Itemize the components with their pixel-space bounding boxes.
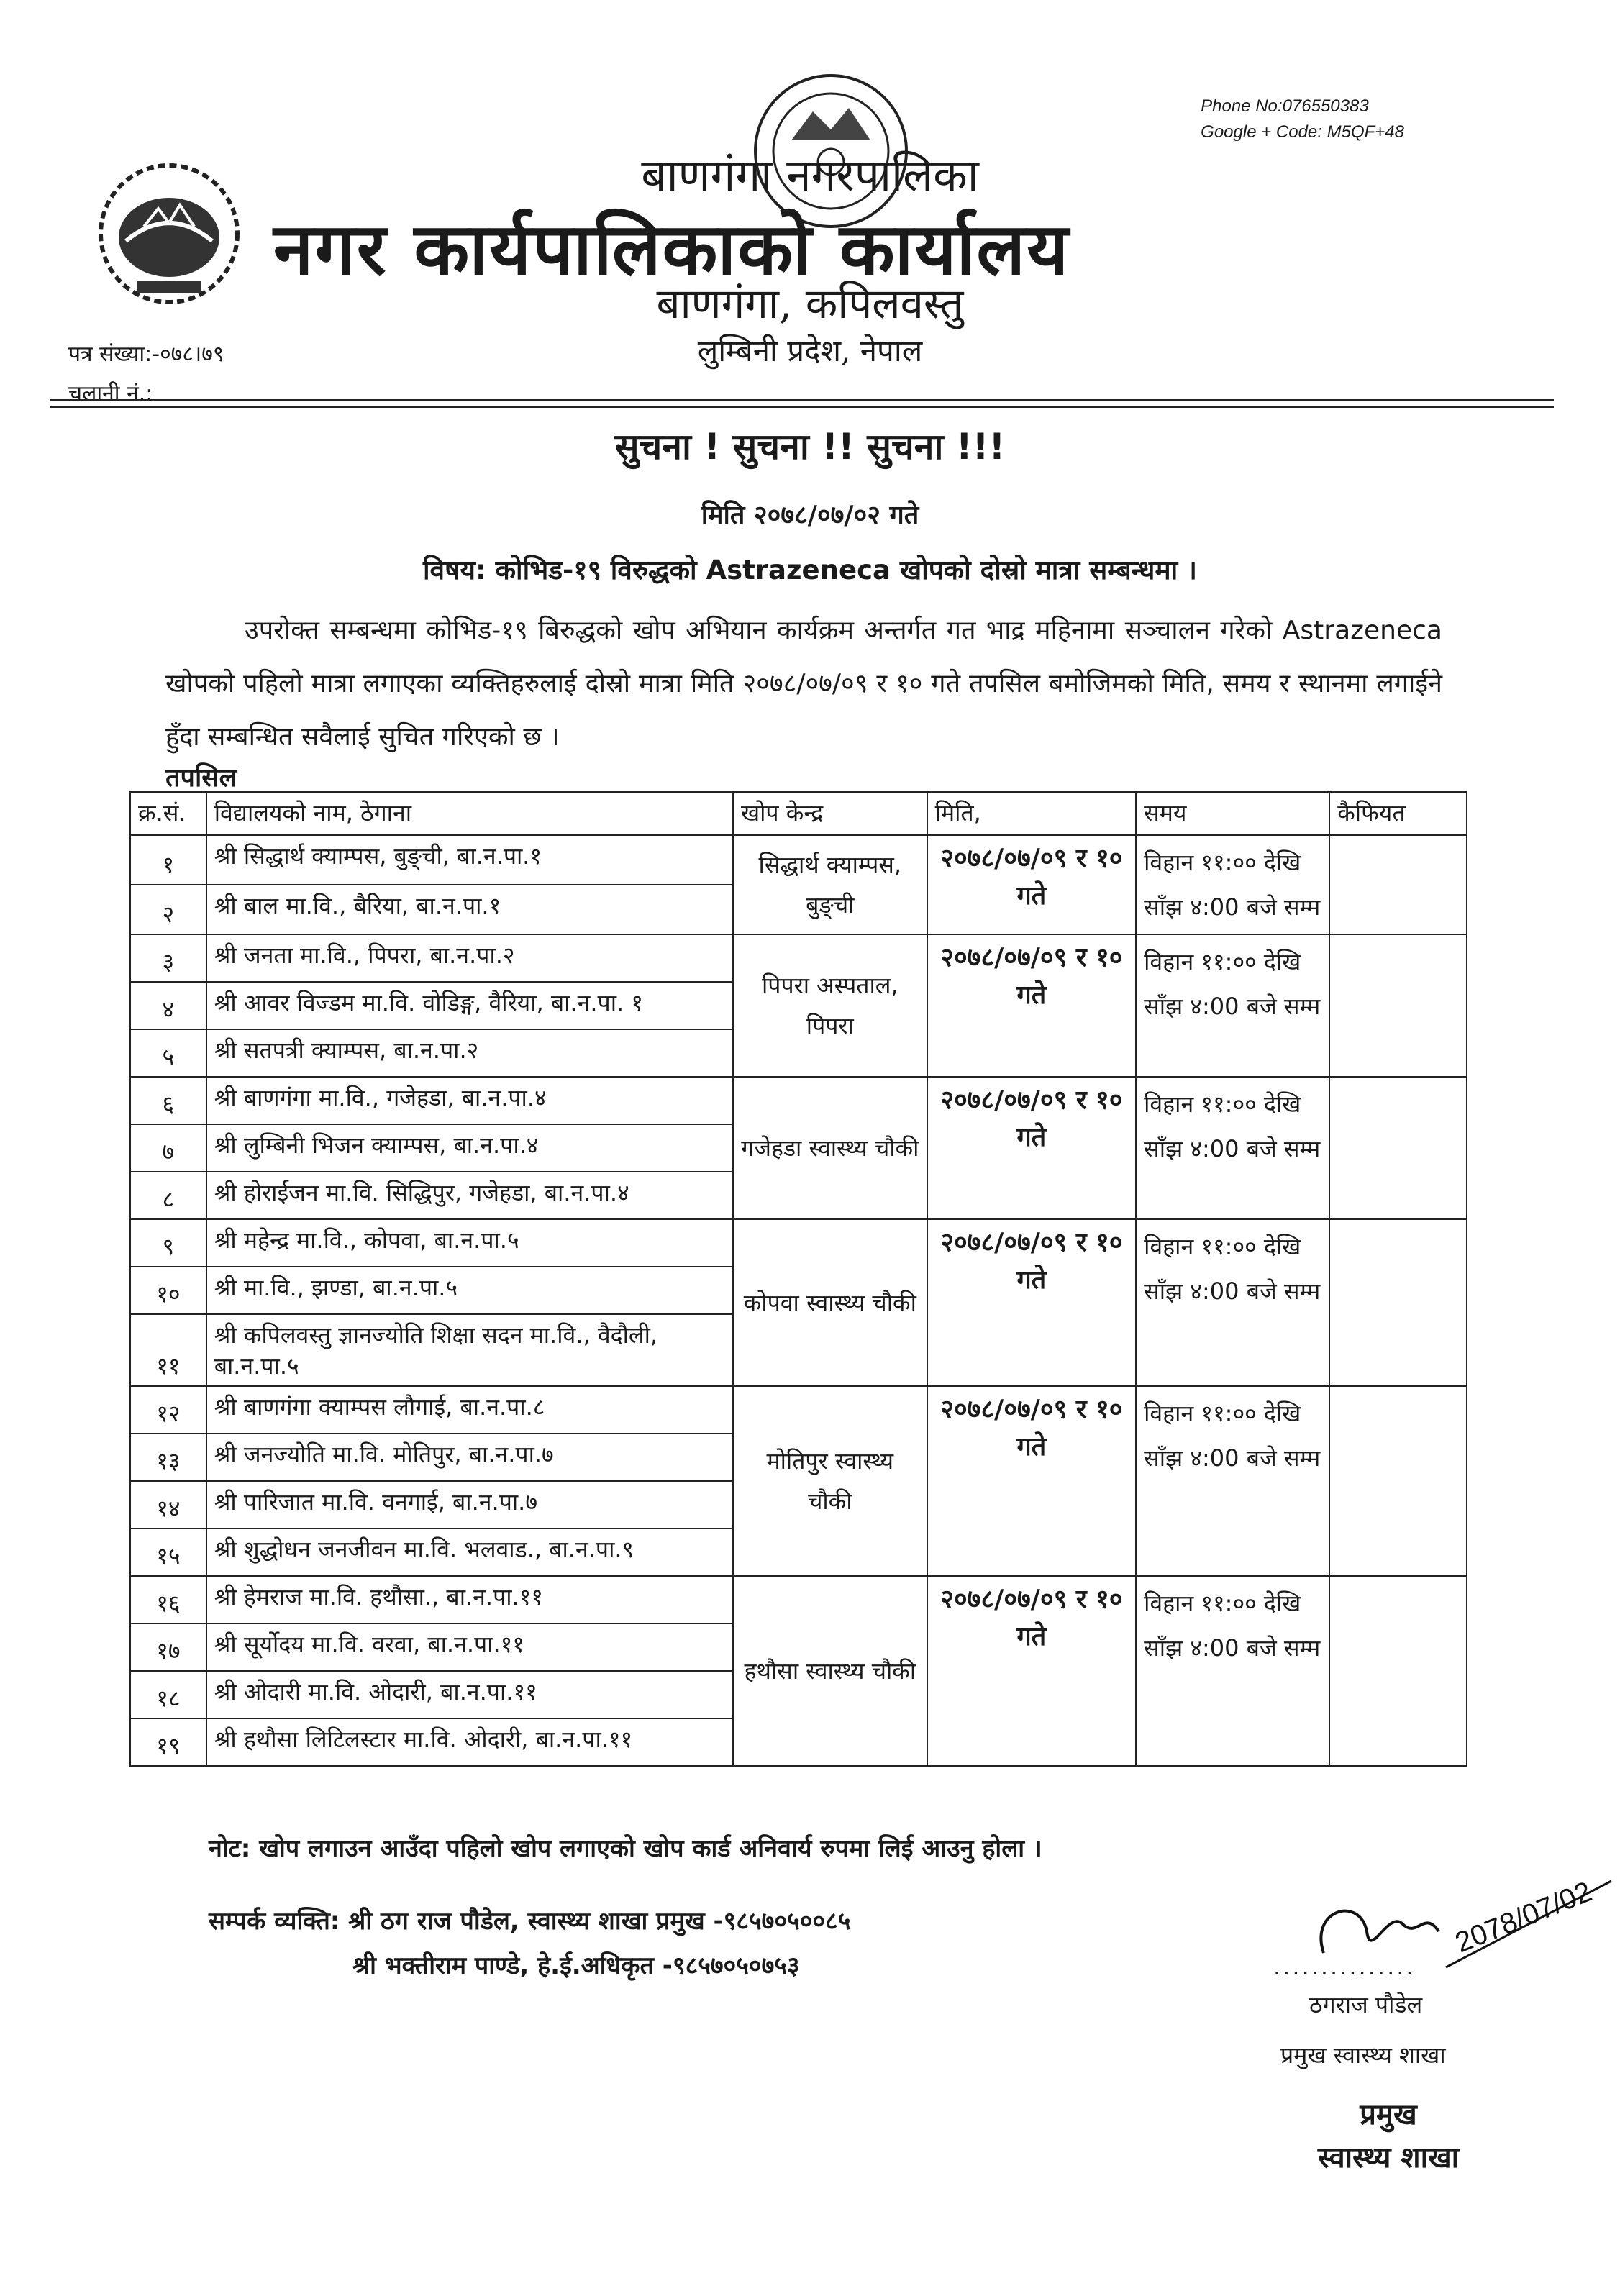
serial-number-cell: ६ (130, 1077, 206, 1124)
date-cell: २०७८/०७/०९ र १० गते (927, 934, 1136, 1077)
remarks-cell (1329, 1077, 1467, 1219)
header-date: मिति, (927, 792, 1136, 835)
school-cell: श्री हथौसा लिटिलस्टार मा.वि. ओदारी, बा.न.पा.११ (206, 1718, 733, 1766)
notice-heading: सुचना ! सुचना !! सुचना !!! (614, 426, 1006, 468)
vaccination-center-cell: कोपवा स्वास्थ्य चौकी (733, 1219, 927, 1386)
date-cell: २०७८/०७/०९ र १० गते (927, 835, 1136, 934)
table-row (130, 835, 1467, 885)
table-row (130, 1386, 1467, 1434)
serial-number-cell: १८ (130, 1671, 206, 1718)
time-cell: विहान ११:०० देखि साँझ ४:00 बजे सम्म (1136, 1576, 1329, 1766)
header-serial: क्र.सं. (130, 792, 206, 835)
school-cell: श्री बाल मा.वि., बैरिया, बा.न.पा.१ (206, 885, 733, 934)
header-school: विद्यालयको नाम, ठेगाना (206, 792, 733, 835)
contact-persons (209, 1899, 850, 1988)
serial-number-cell: ११ (130, 1314, 206, 1386)
school-cell: श्री शुद्धोधन जनजीवन मा.वि. भलवाड., बा.न.पा.९ (206, 1529, 733, 1576)
school-cell: श्री सतपत्री क्याम्पस, बा.न.पा.२ (206, 1029, 733, 1077)
remarks-cell (1329, 934, 1467, 1077)
school-cell: श्री मा.वि., झण्डा, बा.न.पा.५ (206, 1267, 733, 1314)
school-cell: श्री आवर विज्डम मा.वि. वोडिङ्ग, वैरिया, बा.न.पा. १ (206, 982, 733, 1029)
notice-body (165, 604, 1442, 764)
date-cell: २०७८/०७/०९ र १० गते (927, 1077, 1136, 1219)
municipality-name: बाणगंगा नगरपालिका (641, 149, 979, 201)
vaccination-center-cell: हथौसा स्वास्थ्य चौकी (733, 1576, 927, 1766)
date-cell: २०७८/०७/०९ र १० गते (927, 1386, 1136, 1576)
time-cell: विहान ११:०० देखि साँझ ४:00 बजे सम्म (1136, 1219, 1329, 1386)
remarks-cell (1329, 1386, 1467, 1576)
serial-number-cell: ४ (130, 982, 206, 1029)
table-row (130, 1576, 1467, 1623)
letter-number: पत्र संख्या:-०७८।७९ (68, 342, 224, 367)
google-plus-code: Google + Code: M5QF+48 (1201, 122, 1404, 142)
phone-number: Phone No:076550383 (1201, 96, 1369, 116)
header-rule-thin (50, 406, 1554, 408)
time-cell: विहान ११:०० देखि साँझ ४:00 बजे सम्म (1136, 1077, 1329, 1219)
notice-date: मिति २०७८/०७/०२ गते (701, 501, 919, 530)
serial-number-cell: १२ (130, 1386, 206, 1434)
remarks-cell (1329, 1576, 1467, 1766)
school-cell: श्री कपिलवस्तु ज्ञानज्योति शिक्षा सदन मा.वि., वैदौली, बा.न.पा.५ (206, 1314, 733, 1386)
stamp-line-1: प्रमुख (1360, 2098, 1417, 2131)
dispatch-number: चलानी नं.: (68, 381, 153, 406)
serial-number-cell: ७ (130, 1124, 206, 1172)
table-row (130, 1219, 1467, 1267)
header-center: खोप केन्द्र (733, 792, 927, 835)
office-address: बाणगंगा, कपिलवस्तु (656, 279, 964, 328)
table-header-row (130, 792, 1467, 835)
school-cell: श्री ओदारी मा.वि. ओदारी, बा.न.पा.११ (206, 1671, 733, 1718)
header-remarks: कैफियत (1329, 792, 1467, 835)
school-cell: श्री महेन्द्र मा.वि., कोपवा, बा.न.पा.५ (206, 1219, 733, 1267)
school-cell: श्री सूर्योदय मा.वि. वरवा, बा.न.पा.११ (206, 1623, 733, 1671)
serial-number-cell: १४ (130, 1481, 206, 1529)
office-title: नगर कार्यपालिकाको कार्यालय (273, 206, 1070, 291)
time-cell: विहान ११:०० देखि साँझ ४:00 बजे सम्म (1136, 1386, 1329, 1576)
table-row (130, 934, 1467, 982)
school-cell: श्री होराईजन मा.वि. सिद्धिपुर, गजेहडा, बा.न.पा.४ (206, 1172, 733, 1219)
contact-line-1: सम्पर्क व्यक्ति: श्री ठग राज पौडेल, स्वास्थ्य शाखा प्रमुख -९८५७०५००८५ (209, 1907, 851, 1936)
school-cell: श्री हेमराज मा.वि. हथौसा., बा.न.पा.११ (206, 1576, 733, 1623)
serial-number-cell: ९ (130, 1219, 206, 1267)
stamp-line-2: स्वास्थ्य शाखा (1317, 2141, 1460, 2174)
school-cell: श्री लुम्बिनी भिजन क्याम्पस, बा.न.पा.४ (206, 1124, 733, 1172)
serial-number-cell: १९ (130, 1718, 206, 1766)
annex-label: तपसिल (165, 763, 237, 793)
school-cell: श्री जनज्योति मा.वि. मोतिपुर, बा.न.पा.७ (206, 1434, 733, 1481)
remarks-cell (1329, 835, 1467, 934)
official-stamp (1295, 2093, 1482, 2179)
serial-number-cell: ३ (130, 934, 206, 982)
remarks-cell (1329, 1219, 1467, 1386)
table-body (130, 835, 1467, 1766)
serial-number-cell: ८ (130, 1172, 206, 1219)
school-cell: श्री पारिजात मा.वि. वनगाई, बा.न.पा.७ (206, 1481, 733, 1529)
serial-number-cell: १६ (130, 1576, 206, 1623)
school-cell: श्री बाणगंगा क्याम्पस लौगाई, बा.न.पा.८ (206, 1386, 733, 1434)
office-province: लुम्बिनी प्रदेश, नेपाल (697, 333, 923, 368)
vaccination-center-cell: सिद्धार्थ क्याम्पस, बुङ्ची (733, 835, 927, 934)
vaccination-center-cell: पिपरा अस्पताल, पिपरा (733, 934, 927, 1077)
serial-number-cell: २ (130, 885, 206, 934)
notice-subject: विषय: कोभिड-१९ विरुद्धको Astrazeneca खोपको दोस्रो मात्रा सम्बन्धमा । (422, 555, 1198, 586)
serial-number-cell: १ (130, 835, 206, 885)
footer-note: नोट: खोप लगाउन आउँदा पहिलो खोप लगाएको खोप कार्ड अनिवार्य रुपमा लिई आउनु होला । (209, 1834, 1042, 1863)
serial-number-cell: १० (130, 1267, 206, 1314)
signer-title: प्रमुख स्वास्थ्य शाखा (1280, 2041, 1446, 2069)
vaccination-center-cell: मोतिपुर स्वास्थ्य चौकी (733, 1386, 927, 1576)
signature-date: 2078/07/02 (1450, 1875, 1596, 1959)
notice-body-text: उपरोक्त सम्बन्धमा कोभिड-१९ बिरुद्धको खोप अभियान कार्यक्रम अन्तर्गत गत भाद्र महिनामा सञ्चालन गरेको Astrazeneca खोपको पहिलो मात्रा लगाएका व्यक्तिहरुलाई दोस्रो मात्रा मिति २०७८/०७/०९ र १० गते तपसिल बमोजिमको मिति, समय र स्थानमा लगाईने हुँदा सम्बन्धित सवैलाई सुचित गरिएको छ । (165, 616, 1442, 752)
contact-info (1201, 94, 1404, 145)
serial-number-cell: ५ (130, 1029, 206, 1077)
time-cell: विहान ११:०० देखि साँझ ४:00 बजे सम्म (1136, 934, 1329, 1077)
header-time: समय (1136, 792, 1329, 835)
date-cell: २०७८/०७/०९ र १० गते (927, 1219, 1136, 1386)
school-cell: श्री बाणगंगा मा.वि., गजेहडा, बा.न.पा.४ (206, 1077, 733, 1124)
time-cell: विहान ११:०० देखि साँझ ४:00 बजे सम्म (1136, 835, 1329, 934)
table-row (130, 1077, 1467, 1124)
school-cell: श्री जनता मा.वि., पिपरा, बा.न.पा.२ (206, 934, 733, 982)
contact-line-2: श्री भक्तीराम पाण्डे, हे.ई.अधिकृत -९८५७०५०७५३ (352, 1951, 800, 1980)
vaccination-center-cell: गजेहडा स्वास्थ्य चौकी (733, 1077, 927, 1219)
signer-name: ठगराज पौडेल (1309, 1991, 1423, 2018)
serial-number-cell: १५ (130, 1529, 206, 1576)
date-cell: २०७८/०७/०९ र १० गते (927, 1576, 1136, 1766)
header-rule (50, 399, 1554, 401)
serial-number-cell: १७ (130, 1623, 206, 1671)
signature-line: ............... (1273, 1953, 1416, 1980)
school-cell: श्री सिद्धार्थ क्याम्पस, बुङ्ची, बा.न.पा.१ (206, 835, 733, 885)
vaccination-schedule-table (129, 791, 1467, 1767)
serial-number-cell: १३ (130, 1434, 206, 1481)
